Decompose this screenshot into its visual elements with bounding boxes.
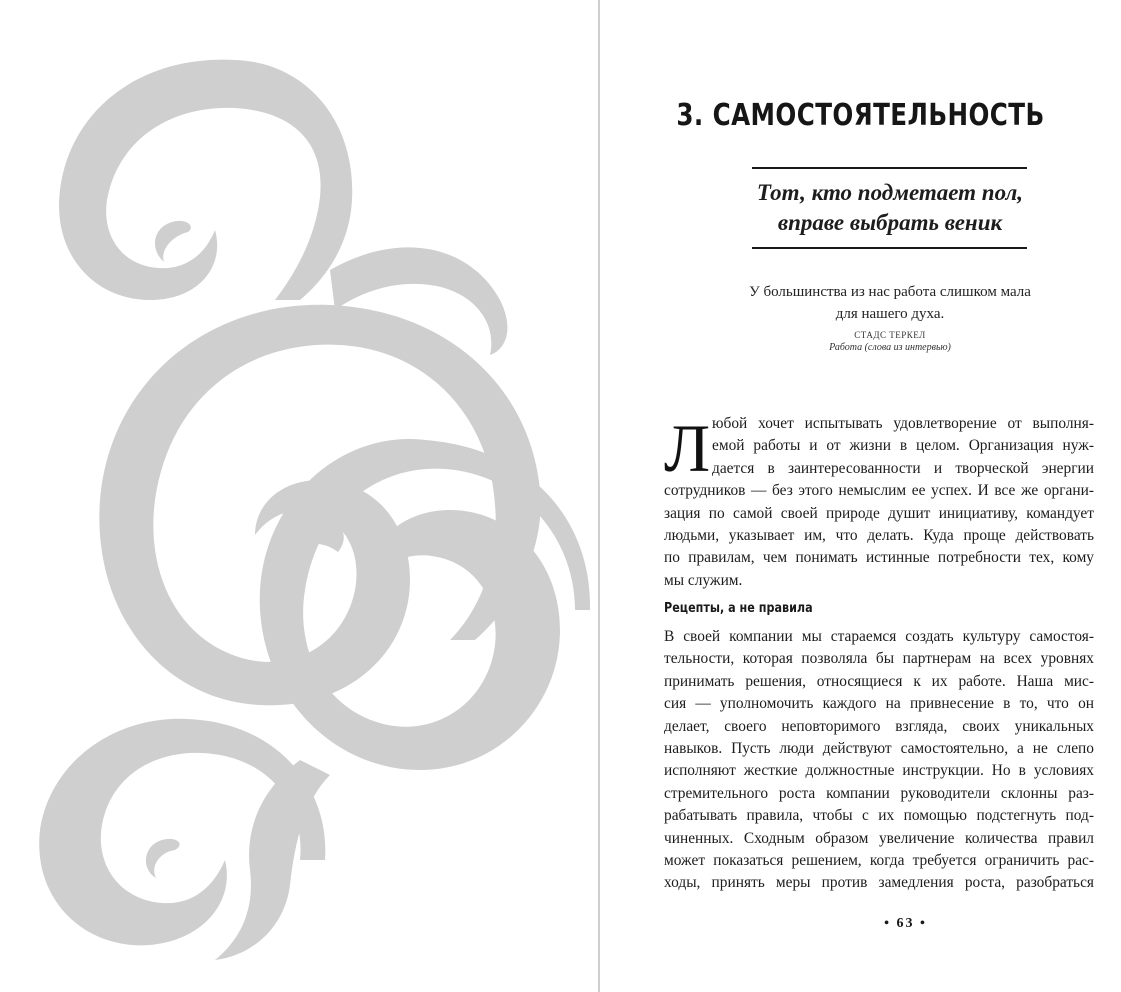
text-line: людьми, указывает им, что делать. Куда проще действовать: [664, 527, 1094, 545]
text-line: принимать решения, относящиеся к их работе. Наша мис-: [664, 672, 1094, 690]
text-line: может показаться решением, когда требуется ограничить рас-: [664, 852, 1094, 870]
text-line: стремительного роста компании руководители склонны раз-: [664, 784, 1094, 802]
text-line: рабатывать правила, чтобы с их помощью подстегнуть под-: [664, 807, 1094, 825]
text-line: чиненных. Сходным образом увеличение количества правил: [664, 829, 1094, 847]
text-line: юбой хочет испытывать удовлетворение от выполня-: [712, 415, 1094, 432]
epigraph-rule-bottom: [752, 247, 1027, 249]
chapter-epigraph: [700, 178, 1080, 238]
text-line: дается в заинтересованности и творческой энергии: [712, 459, 1094, 477]
quote-author: СТАДС ТЕРКЕЛ: [854, 330, 926, 340]
text-line: мы служим.: [664, 571, 743, 589]
quote-source: Работа (слова из интервью): [829, 342, 951, 353]
quote-line: У большинства из нас работа слишком мала: [749, 284, 1031, 300]
epigraph-rule-top: [752, 167, 1027, 169]
body-paragraph-2: [664, 626, 1094, 895]
quote-text: [710, 281, 1070, 325]
chapter-title: 3. САМОСТОЯТЕЛЬНОСТЬ: [676, 98, 1045, 133]
text-line: делает, своего неповторимого взгляда, своих уникальных: [664, 717, 1094, 735]
body-paragraph-1: [664, 410, 1094, 592]
text-line: сия — уполномочить каждого на привнесение в то, что он: [664, 695, 1094, 713]
right-page: [600, 0, 1121, 992]
text-line: тельности, которая позволяла бы партнерам на всех уровнях: [664, 650, 1094, 668]
text-line: сотрудников — без этого немыслим ее успех. И все же органи-: [664, 482, 1094, 500]
text-line: исполняют жесткие должностные инструкции. Но в условиях: [664, 762, 1094, 780]
text-line: зация по самой своей природе душит инициативу, командует: [664, 504, 1094, 522]
drop-cap: Л: [664, 410, 711, 486]
epigraph-line: вправе выбрать веник: [777, 210, 1003, 235]
section-heading: Рецепты, а не правила: [664, 601, 813, 616]
text-line: ходы, принять меры против замедления роста, разобраться: [664, 874, 1094, 892]
text-line: по правилам, чем понимать истинные потребности тех, кому: [664, 549, 1094, 567]
quote-line: для нашего духа.: [835, 306, 945, 322]
text-line: навыков. Пусть люди действуют самостоятельно, а не слепо: [664, 740, 1094, 758]
text-line: емой работы и от жизни в целом. Организация нуж-: [712, 437, 1094, 455]
page-number: • 63 •: [884, 916, 927, 931]
epigraph-line: Тот, кто подметает пол,: [756, 180, 1024, 205]
text-line: В своей компании мы стараемся создать культуру самостоя-: [664, 628, 1094, 645]
